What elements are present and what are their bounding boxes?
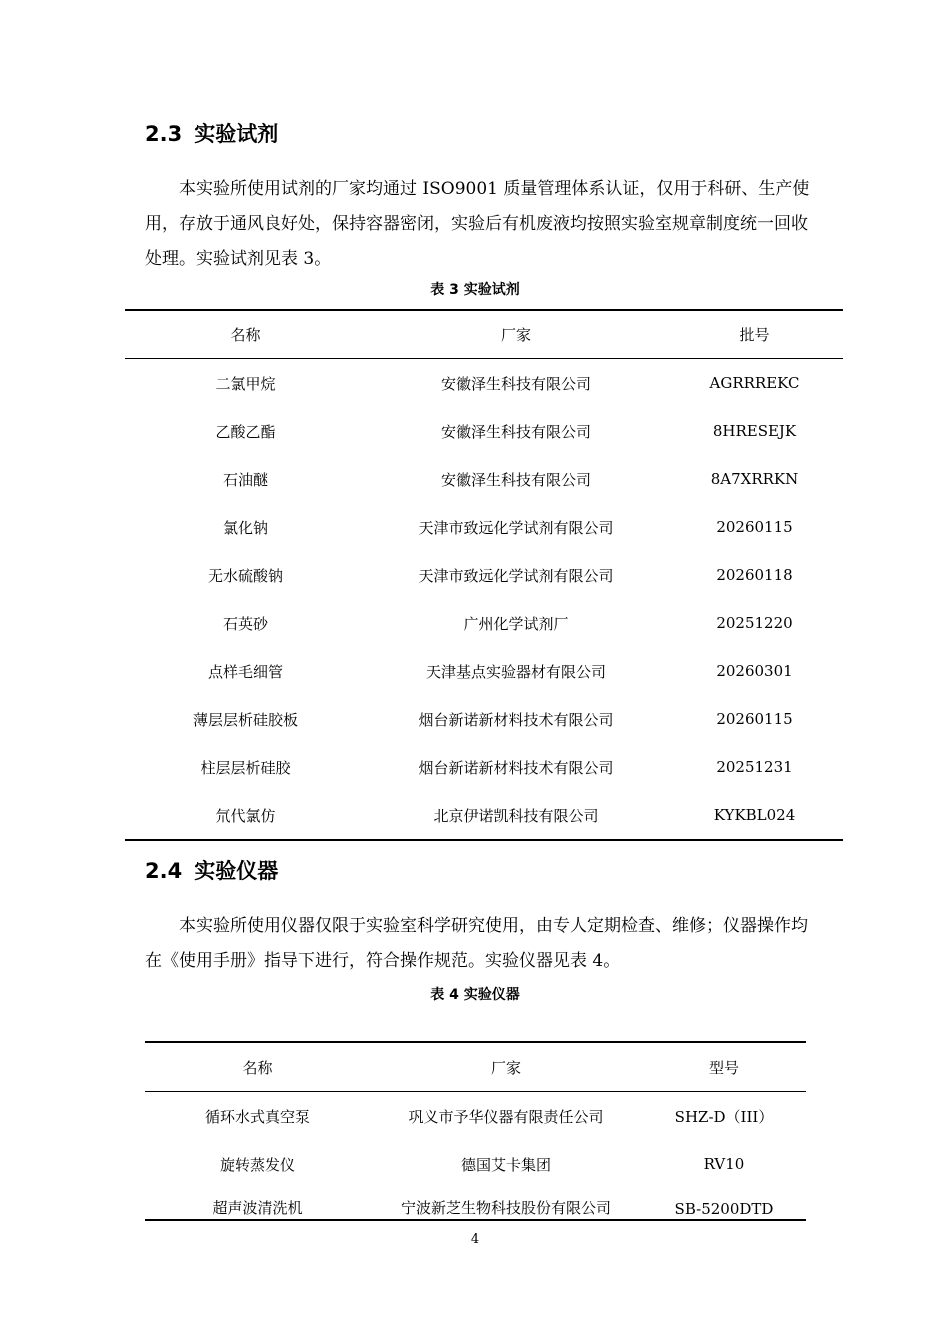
- header-name: 名称: [230, 326, 261, 344]
- table-row: [125, 599, 843, 647]
- cell-manufacturer: 安徽泽生科技有限公司: [440, 422, 591, 441]
- cell-batch: 20251220: [716, 614, 793, 632]
- cell-manufacturer: 烟台新诺新材料技术有限公司: [418, 710, 614, 729]
- table-row: [125, 503, 843, 551]
- cell-batch: 8HRESEJK: [712, 422, 797, 440]
- section-number: 2.3: [145, 122, 183, 146]
- table-row: [145, 1092, 806, 1141]
- header-name: 名称: [242, 1058, 273, 1077]
- cell-name: 薄层层析硅胶板: [192, 710, 298, 729]
- reagents-paragraph: 本实验所使用试剂的厂家均通过 ISO9001 质量管理体系认证，仅用于科研、生产使用，存放于通风良好处，保持容器密闭，实验后有机废液均按照实验室规章制度统一回收处理。实验试剂见表 3。: [145, 179, 810, 269]
- header-manufacturer: 厂家: [490, 1058, 521, 1077]
- table-row: [125, 551, 843, 599]
- cell-manufacturer: 宁波新芝生物科技股份有限公司: [400, 1199, 611, 1217]
- header-model: 型号: [708, 1058, 739, 1077]
- cell-manufacturer: 天津基点实验器材有限公司: [425, 662, 606, 681]
- cell-name: 无水硫酸钠: [207, 566, 283, 585]
- header-batch: 批号: [739, 326, 770, 344]
- table-row: [145, 1140, 806, 1188]
- cell-batch: KYKBL024: [713, 806, 796, 824]
- cell-batch: 20260118: [716, 566, 793, 584]
- instruments-paragraph: 本实验所使用仪器仅限于实验室科学研究使用，由专人定期检查、维修；仪器操作均在《使用手册》指导下进行，符合操作规范。实验仪器见表 4。: [145, 916, 808, 971]
- cell-name: 氘代氯仿: [215, 806, 276, 825]
- cell-name: 二氯甲烷: [215, 374, 276, 393]
- cell-manufacturer: 德国艾卡集团: [460, 1155, 551, 1174]
- cell-manufacturer: 广州化学试剂厂: [463, 614, 569, 633]
- cell-manufacturer: 北京伊诺凯科技有限公司: [433, 806, 599, 825]
- section-heading-2-3: [145, 121, 278, 147]
- cell-manufacturer: 安徽泽生科技有限公司: [440, 374, 591, 393]
- cell-manufacturer: 安徽泽生科技有限公司: [440, 470, 591, 489]
- cell-manufacturer: 天津市致远化学试剂有限公司: [418, 518, 614, 537]
- table-4-caption: 表 4 实验仪器: [430, 987, 520, 1003]
- cell-batch: 8A7XRRKN: [710, 470, 799, 488]
- table-3-caption: 表 3 实验试剂: [430, 282, 520, 298]
- instruments-table: [145, 1041, 806, 1221]
- cell-name: 柱层层析硅胶: [200, 758, 291, 777]
- table-row: [125, 647, 843, 695]
- table-row: [125, 455, 843, 503]
- section-title: 实验试剂: [194, 122, 279, 146]
- table-row: [125, 695, 843, 743]
- cell-batch: 20260301: [716, 662, 793, 680]
- cell-name: 石英砂: [222, 614, 268, 633]
- table-row: [125, 359, 843, 408]
- section-number: 2.4: [145, 859, 183, 883]
- table-row: [125, 743, 843, 791]
- section-title: 实验仪器: [194, 859, 279, 883]
- cell-manufacturer: 天津市致远化学试剂有限公司: [418, 566, 614, 585]
- table-row: [145, 1188, 806, 1220]
- cell-batch: 20260115: [716, 518, 793, 536]
- cell-model: RV10: [703, 1155, 745, 1173]
- cell-name: 氯化钠: [222, 518, 268, 537]
- cell-manufacturer: 烟台新诺新材料技术有限公司: [418, 758, 614, 777]
- table-row: [125, 791, 843, 840]
- cell-batch: 20251231: [716, 758, 793, 776]
- cell-batch: AGRRREKC: [709, 374, 800, 392]
- cell-model: SB-5200DTD: [674, 1200, 774, 1218]
- header-manufacturer: 厂家: [500, 326, 531, 344]
- cell-name: 点样毛细管: [207, 662, 283, 681]
- cell-name: 石油醚: [222, 470, 268, 489]
- table-header-row: [145, 1042, 806, 1092]
- cell-batch: 20260115: [716, 710, 793, 728]
- section-heading-2-4: [145, 858, 278, 884]
- reagents-table: [125, 309, 843, 841]
- table-row: [125, 407, 843, 455]
- table-header-row: [125, 310, 843, 359]
- cell-name: 旋转蒸发仪: [219, 1155, 295, 1174]
- cell-model: SHZ-D（III）: [674, 1107, 774, 1126]
- cell-name: 循环水式真空泵: [204, 1107, 310, 1126]
- cell-name: 乙酸乙酯: [215, 422, 276, 441]
- page-number: 4: [470, 1232, 480, 1247]
- cell-name: 超声波清洗机: [212, 1199, 303, 1217]
- cell-manufacturer: 巩义市予华仪器有限责任公司: [408, 1107, 604, 1126]
